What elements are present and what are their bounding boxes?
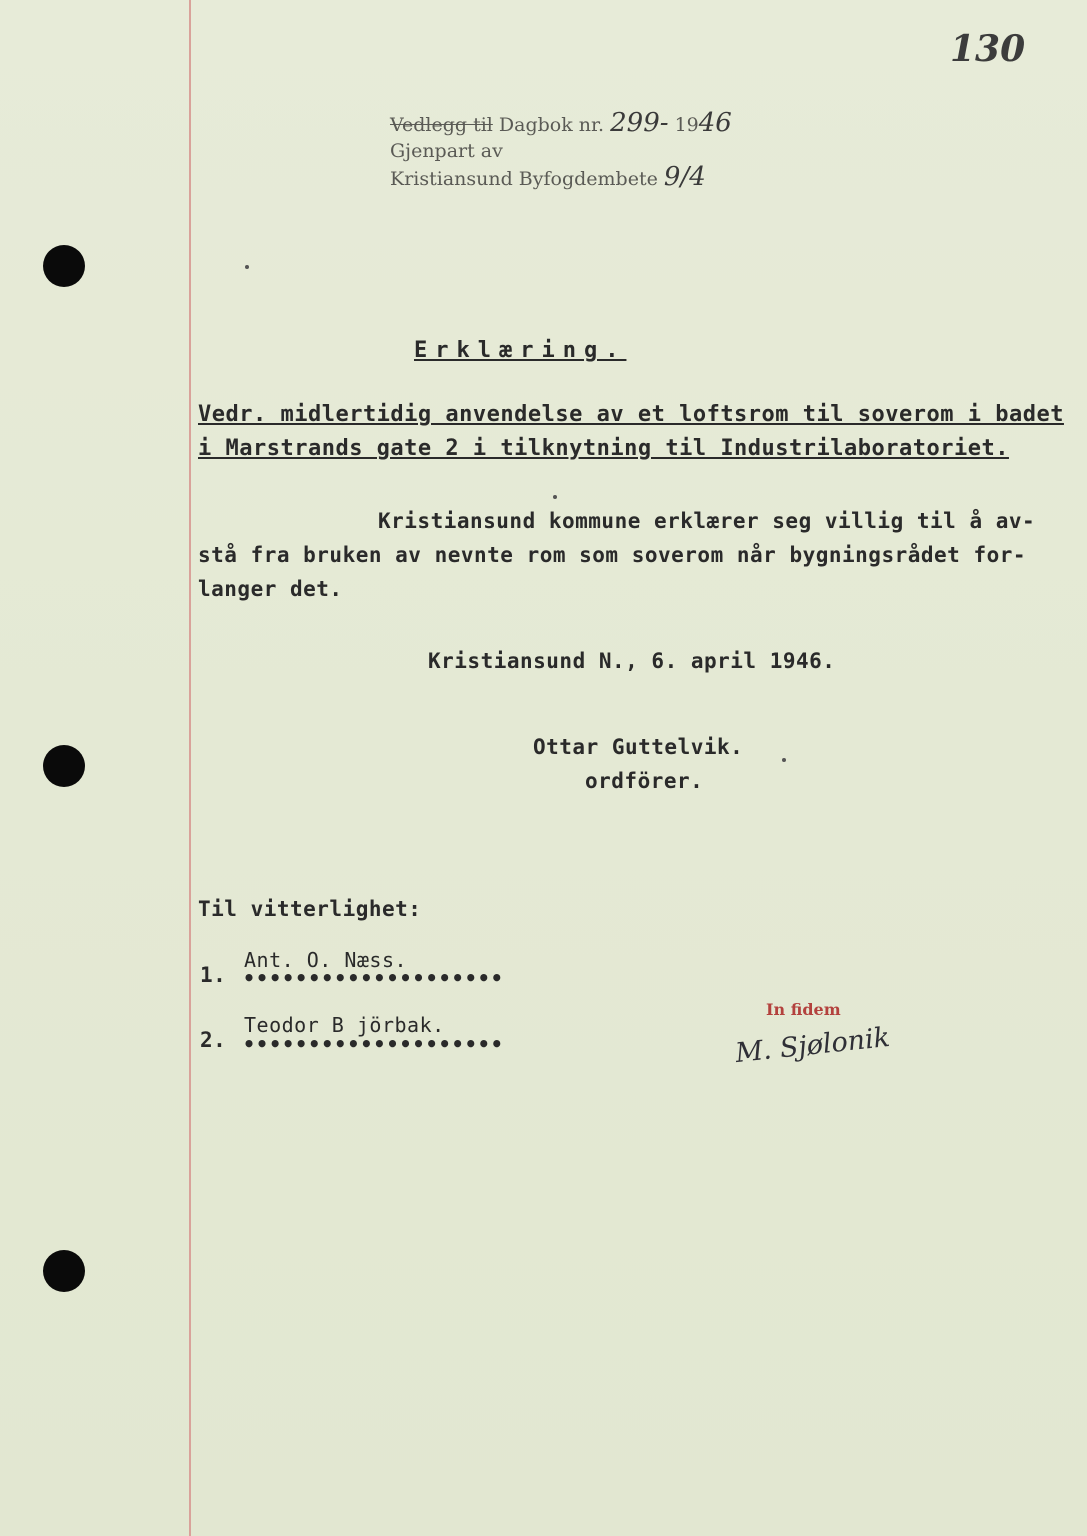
witness-2-number: 2. bbox=[200, 1028, 227, 1052]
stamp-dagbok-number: 299- bbox=[610, 108, 669, 138]
subject-line-1: Vedr. midlertidig anvendelse av et loftsrom til soverom i badet bbox=[198, 402, 1064, 427]
stamp-office: Kristiansund Byfogdembete bbox=[390, 168, 658, 190]
witness-2-dots: •••••••••••••••••••• bbox=[243, 1032, 504, 1056]
speck bbox=[245, 265, 249, 269]
stamp-dagbok-label: Dagbok nr. bbox=[498, 114, 605, 136]
body-line-2: stå fra bruken av nevnte rom som soverom når bygningsrådet for- bbox=[198, 543, 1027, 567]
signatory-title: ordförer. bbox=[585, 769, 704, 793]
subject-line-2: i Marstrands gate 2 i tilknytning til Industrilaboratoriet. bbox=[198, 436, 1009, 461]
stamp-copy-label: Gjenpart av bbox=[390, 140, 503, 162]
body-line-3: langer det. bbox=[198, 577, 343, 601]
page-number: 130 bbox=[950, 28, 1026, 70]
margin-line bbox=[189, 0, 191, 1536]
certifier-signature: M. Sjølonik bbox=[733, 1021, 892, 1070]
body-line-1: Kristiansund kommune erklærer seg villig til å av- bbox=[378, 509, 1036, 533]
witness-heading: Til vitterlighet: bbox=[198, 897, 422, 921]
registry-stamp bbox=[390, 110, 732, 192]
witness-1-dots: •••••••••••••••••••• bbox=[243, 966, 504, 990]
in-fidem-stamp: In fidem bbox=[766, 1000, 841, 1019]
speck bbox=[782, 758, 786, 762]
binder-hole-bottom bbox=[43, 1250, 85, 1292]
stamp-year: 46 bbox=[698, 108, 732, 138]
stamp-year-prefix: 19 bbox=[674, 114, 699, 136]
place-and-date: Kristiansund N., 6. april 1946. bbox=[428, 649, 836, 673]
signatory-name: Ottar Guttelvik. bbox=[533, 735, 744, 759]
document-title: Erklæring. bbox=[414, 338, 627, 363]
witness-1-number: 1. bbox=[200, 963, 227, 987]
stamp-date: 9/4 bbox=[663, 162, 706, 192]
stamp-struck-text: Vedlegg til bbox=[390, 114, 493, 136]
witness-2-name: Teodor B jörbak. bbox=[244, 1013, 445, 1037]
speck bbox=[553, 495, 557, 499]
binder-hole-top bbox=[43, 245, 85, 287]
binder-hole-middle bbox=[43, 745, 85, 787]
witness-1-name: Ant. O. Næss. bbox=[244, 948, 408, 972]
